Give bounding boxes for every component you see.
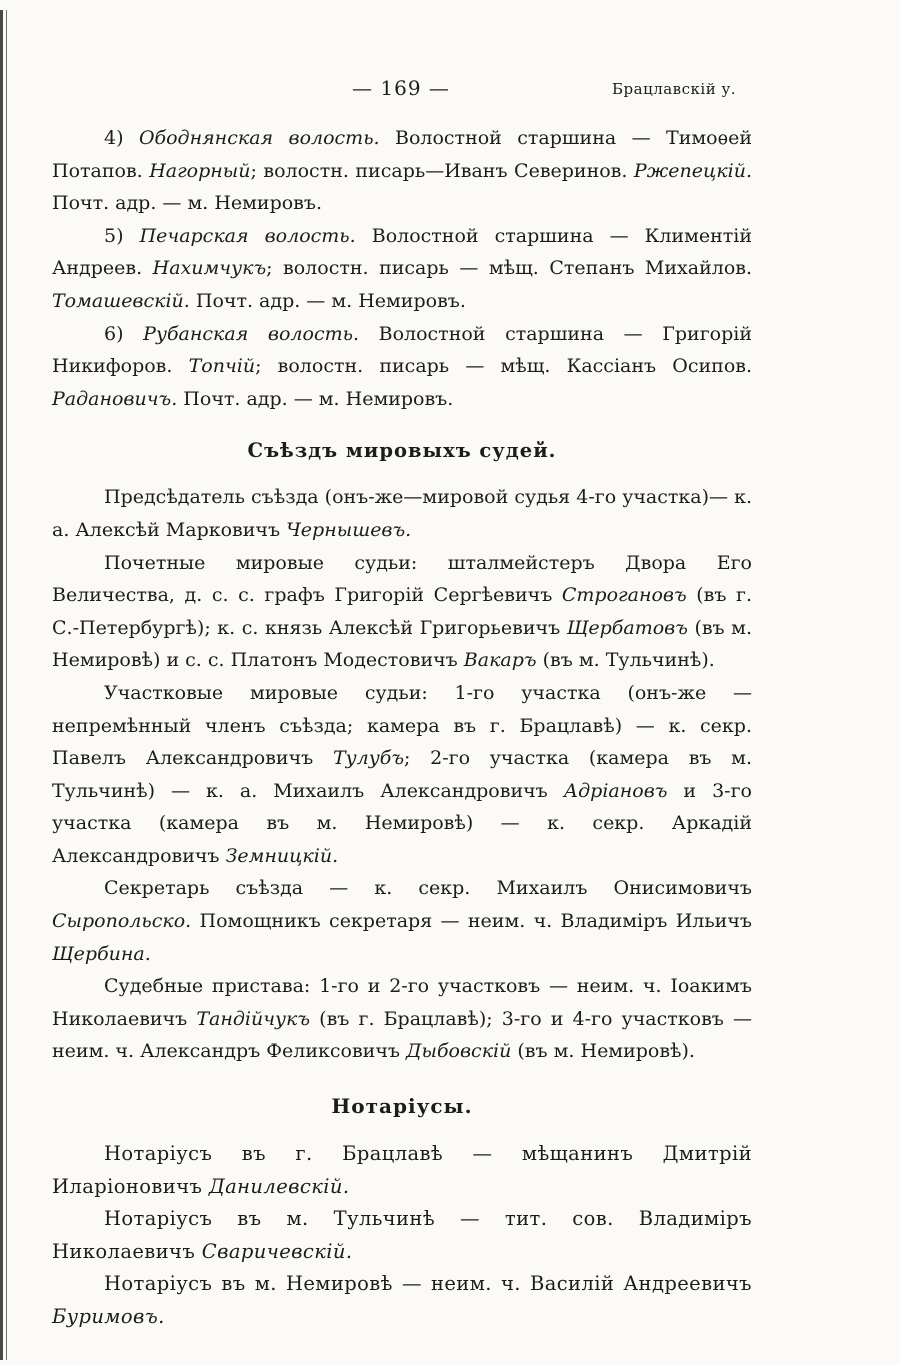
surname: Строгановъ [561,584,687,607]
surname: Нахимчукъ [152,257,267,280]
notary-entry: Нотаріусъ въ м. Немировѣ — неим. ч. Василій Андреевичъ Буримовъ. [52,1272,752,1328]
secretary-paragraph: Секретарь съѣзда — к. секр. Михаилъ Онисимовичъ Сыропольско. Помощникъ секретаря — неим. ч. Владиміръ Ильичъ Щербина. [52,877,752,965]
surname: Данилевскій. [208,1174,350,1198]
page-header [0,76,900,106]
notary-entry: Нотаріусъ въ г. Брацлавѣ — мѣщанинъ Дмитрій Иларіоновичъ Данилевскій. [52,1142,752,1198]
surname: Вакаръ [463,649,537,672]
surname: Дыбовскій [406,1040,512,1063]
surname: Чернышевъ. [286,518,412,541]
volost-entry: 4) Ободнянская волость. Волостной старшина — Тимоѳей Потапов. Нагорный; волостн. писарь—Иванъ Северинов. Ржепецкій. Почт. адр. — м. Немировъ. [52,127,752,215]
honorary-judges-paragraph: Почетные мировые судьи: шталмейстеръ Двора Его Величества, д. с. с. графъ Григорій Сергѣевичъ Строгановъ (въ г. С.-Петербургѣ); к. с. князь Алексѣй Григорьевичъ Щербатовъ (въ м. Немировѣ) и с. с. Платонъ Модестовичъ Вакаръ (въ м. Тульчинѣ). [52,551,752,672]
chairman-paragraph: Предсѣдатель съѣзда (онъ-же—мировой судья 4-го участка)— к. а. Алексѣй Марковичъ Чернышевъ. [52,486,752,541]
surname: Тандійчукъ [196,1007,311,1030]
volost-list [52,122,752,415]
surname: Томашевскій. [52,289,190,312]
congress-section [52,435,752,1068]
section-heading: Съѣздъ мировыхъ судей. [247,439,557,463]
surname: Щербина. [52,942,151,965]
surname: Тулубъ [332,747,405,770]
volost-entry: 5) Печарская волость. Волостной старшина — Климентій Андреев. Нахимчукъ; волостн. писарь — мѣщ. Степанъ Михайлов. Томашевскій. Почт. адр. — м. Немировъ. [52,224,753,312]
volost-entry: 6) Рубанская волость. Волостной старшина — Григорій Никифоров. Топчій; волостн. писарь — мѣщ. Кассіанъ Осипов. Радановичъ. Почт. адр. — м. Немировъ. [52,322,752,410]
notaries-section [52,1090,752,1334]
volost-name: Рубанская волость. [143,322,359,345]
page-binding-edge [0,10,14,1360]
surname: Земницкій. [225,844,339,867]
surname: Радановичъ. [52,387,178,410]
surname: Адріановъ [563,779,668,802]
volost-name: Печарская волость. [139,224,356,247]
section-heading: Нотаріусы. [331,1094,473,1119]
district-judges-paragraph: Участковые мировые судьи: 1-го участка (онъ-же —непремѣнный членъ съѣзда; камера въ г. Брацлавѣ) — к. секр. Павелъ Александровичъ Тулубъ; 2-го участка (камера въ м. Тульчинѣ) — к. а. Михаилъ Александровичъ Адріановъ и 3-го участка (камера въ м. Немировѣ) — к. секр. Аркадій Александровичъ Земницкій. [52,681,752,867]
surname: Нагорный [149,159,251,182]
surname: Щербатовъ [566,616,688,639]
running-head: Брацлавскій у. [612,80,737,98]
notary-entry: Нотаріусъ въ м. Тульчинѣ — тит. сов. Владиміръ Николаевичъ Сваричевскій. [52,1207,752,1263]
page-content [52,122,752,1334]
surname: Сыропольско. [52,910,192,933]
surname: Сваричевскій. [201,1239,353,1263]
surname: Ржепецкій. [633,159,752,182]
volost-name: Ободнянская волость. [138,127,380,149]
surname: Топчій [188,355,256,378]
surname: Буримовъ. [52,1305,165,1328]
bailiffs-paragraph: Судебные пристава: 1-го и 2-го участковъ — неим. ч. Іоакимъ Николаевичъ Тандійчукъ (въ г. Брацлавѣ); 3-го и 4-го участковъ — неим. ч. Александръ Феликсовичъ Дыбовскій (въ м. Немировѣ). [52,975,752,1063]
page-number: — 169 — [352,76,450,100]
